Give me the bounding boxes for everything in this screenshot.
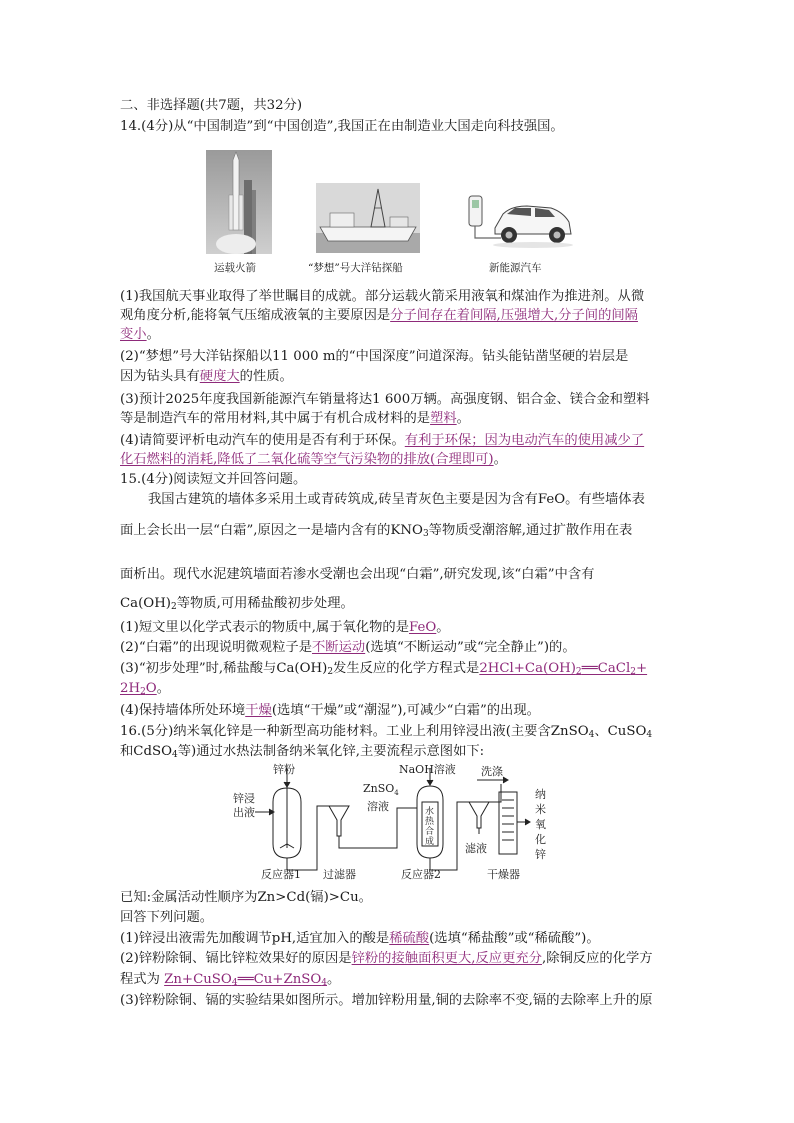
label-hydro-4: 成 [425, 837, 435, 847]
filter-funnel [329, 806, 349, 836]
label-wash: 洗涤 [481, 765, 503, 778]
q14-part1-line1: (1)我国航天事业取得了举世瞩目的成就。部分运载火箭采用液氧和煤油作为推进剂。从微 [120, 289, 645, 304]
q15-answer4: 干燥 [245, 703, 272, 718]
section-title: 二、非选择题(共7题，共32分) [120, 98, 303, 113]
q16-part3: (3)锌粉除铜、镉的实验结果如图所示。增加锌粉用量,铜的去除率不变,镉的去除率上升的原 [120, 993, 653, 1008]
q15-answer1: FeO [409, 620, 437, 635]
q14-part3-line2: 等是制造汽车的常用材料,其中属于有机合成材料的是塑料。 [120, 411, 470, 426]
label-hydro-1: 水 [425, 807, 435, 817]
q14-stem: 14.(4分)从“中国制造”到“中国创造”,我国正在由制造业大国走向科技强国。 [120, 119, 564, 134]
q14-answer4-cont: 化石燃料的消耗,降低了二氧化硫等空气污染物的排放(合理即可) [120, 452, 494, 467]
q15-part2: (2)“白霜”的出现说明微观粒子是不断运动(选填“不断运动”或“完全静止”)的。 [120, 640, 576, 655]
label-leach-1: 锌浸 [233, 792, 255, 805]
q14-answer3: 塑料 [430, 411, 457, 426]
caption-rocket: 运载火箭 [214, 262, 256, 274]
q15-answer3-cont: $2H_2O$ [120, 681, 157, 697]
q14-part1-line3: 变小。 [120, 327, 160, 342]
electric-car-image [465, 186, 577, 252]
q16-part2-line2: 程式为 Zn+CuSO$_4$══Cu+ZnSO$_4$。 [120, 972, 341, 988]
label-hydro-2: 热 [425, 817, 435, 827]
q14-answer1: 分子间存在着间隔,压强增大,分子间的间隔 [390, 308, 638, 323]
q14-part2-line1: (2)“梦想”号大洋钻探船以11 000 m的“中国深度”问道深海。钻头能钻凿坚硬的岩层是 [120, 349, 629, 364]
label-product-5: 锌 [535, 848, 546, 861]
label-leach-2: 出液 [233, 806, 255, 819]
q16-answer2-equation: Zn+CuSO$_4$══Cu+ZnSO$_4$ [164, 972, 327, 988]
label-zinc-powder: 锌粉 [273, 763, 295, 776]
q14-part1-line2: 观角度分析,能将氧气压缩成液氧的主要原因是分子间存在着间隔,压强增大,分子间的间隔 [120, 308, 638, 323]
q15-answer3: $2HCl+Ca(OH)_2══CaCl_2+$ [479, 661, 648, 677]
label-product-1: 纳 [535, 788, 546, 801]
label-product-2: 米 [535, 803, 546, 816]
label-product-4: 化 [535, 833, 546, 846]
q15-answer2: 不断运动 [312, 640, 366, 655]
q15-text-line3: 面析出。现代水泥建筑墙面若渗水受潮也会出现“白霜”,研究发现,该“白霜”中含有 [120, 567, 595, 582]
caption-electric-car: 新能源汽车 [489, 262, 542, 274]
q15-text-line4: $Ca(OH)_2$等物质,可用稀盐酸初步处理。 [120, 596, 354, 612]
q14-part3-line1: (3)预计2025年度我国新能源汽车销量将达1 600万辆。高强度钢、铝合金、镁合金和塑料 [120, 392, 650, 407]
q14-answer1-cont: 变小 [120, 327, 147, 342]
label-reactor2: 反应器2 [401, 868, 441, 881]
q16-known: 已知:金属活动性顺序为Zn>Cd(镉)>Cu。 [120, 890, 372, 905]
q14-part4-line1: (4)请简要评析电动汽车的使用是否有利于环保。有利于环保；因为电动汽车的使用减少了 [120, 433, 645, 448]
q15-text-line1: 我国古建筑的墙体多采用土或青砖筑成,砖呈青灰色主要是因为含有FeO。有些墙体表 [148, 492, 645, 507]
dryer [499, 792, 517, 854]
rocket-image [206, 150, 272, 254]
caption-drilling-ship: “梦想”号大洋钻探船 [308, 262, 403, 274]
process-flow-diagram [225, 762, 580, 882]
q15-part4: (4)保持墙体所处环境干燥(选填“干燥”或“潮湿”),可减少“白霜”的出现。 [120, 703, 540, 718]
q14-answer2: 硬度大 [199, 369, 240, 384]
label-dryer: 干燥器 [487, 868, 520, 881]
label-product-3: 氧 [535, 818, 546, 831]
label-reactor1: 反应器1 [261, 868, 301, 881]
q15-text-line2: 面上会长出一层“白霜”,原因之一是墙内含有的$KNO_3$等物质受潮溶解,通过扩散作用在表 [120, 523, 633, 539]
label-znso4: ZnSO$_4$ [363, 782, 399, 797]
label-filter: 过滤器 [323, 868, 356, 881]
q16-part2-line1: (2)锌粉除铜、镉比锌粒效果好的原因是锌粉的接触面积更大,反应更充分,除铜反应的化学方 [120, 951, 653, 966]
label-hydro-3: 合 [425, 827, 435, 837]
q14-answer4: 有利于环保；因为电动汽车的使用减少了 [404, 433, 645, 448]
q15-stem: 15.(4分)阅读短文并回答问题。 [120, 472, 307, 487]
q15-part3-line2: $2H_2O$。 [120, 681, 170, 697]
q15-part3-line1: (3)“初步处理”时,稀盐酸与$Ca(OH)_2$发生反应的化学方程式是$2HCl+Ca(OH)_2══CaCl_2+$ [120, 661, 648, 677]
drilling-ship-image [316, 183, 420, 253]
q16-part1: (1)锌浸出液需先加酸调节pH,适宜加入的酸是稀硫酸(选填“稀盐酸”或“稀硫酸”)。 [120, 931, 600, 946]
q16-answer1: 稀硫酸 [389, 931, 430, 946]
label-naoh: NaOH溶液 [399, 763, 456, 776]
label-solution: 溶液 [367, 800, 389, 813]
q16-answer2: 锌粉的接触面积更大,反应更充分 [351, 951, 542, 966]
filter2-funnel [469, 802, 489, 828]
q14-part2-line2: 因为钻头具有硬度大的性质。 [120, 369, 293, 384]
q15-part1: (1)短文里以化学式表示的物质中,属于氧化物的是FeO。 [120, 620, 450, 635]
label-filtrate: 滤液 [465, 842, 487, 855]
q16-stem-line1: 16.(5分)纳米氧化锌是一种新型高功能材料。工业上利用锌浸出液(主要含ZnSO$_4$、CuSO$_4$ [120, 724, 653, 740]
q16-answer-prompt: 回答下列问题。 [120, 910, 214, 925]
q16-stem-line2: 和CdSO$_4$等)通过水热法制备纳米氧化锌,主要流程示意图如下: [120, 744, 485, 760]
q14-part4-line2: 化石燃料的消耗,降低了二氧化硫等空气污染物的排放(合理即可)。 [120, 452, 507, 467]
